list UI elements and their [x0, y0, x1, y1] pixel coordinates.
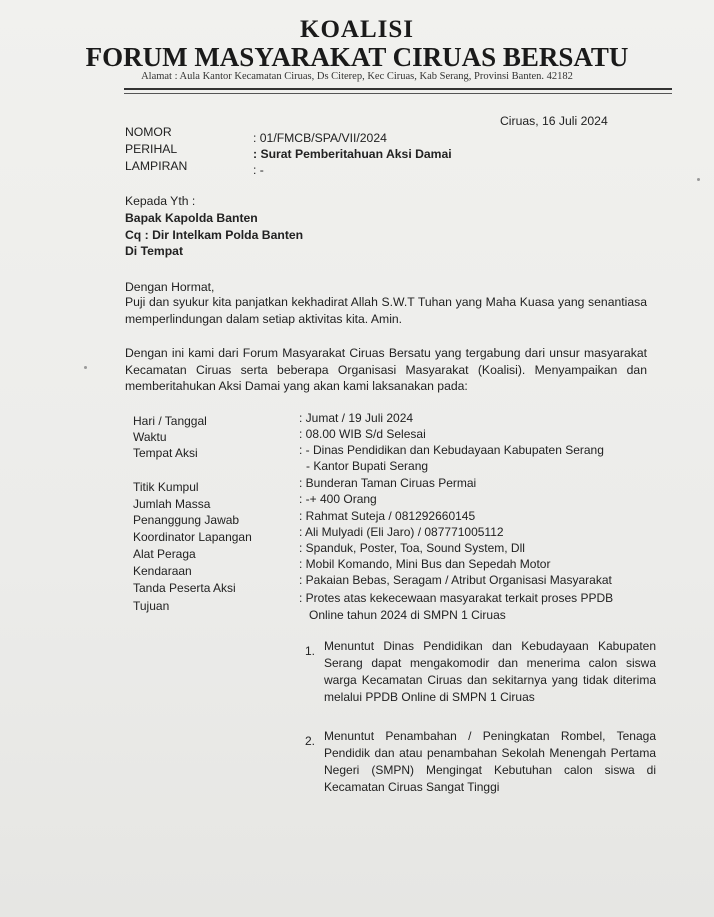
detail-label-hari: Hari / Tanggal [133, 414, 207, 428]
detail-value-alat: : Spanduk, Poster, Toa, Sound System, Dll [299, 541, 525, 555]
detail-label-tanda: Tanda Peserta Aksi [133, 581, 236, 595]
detail-label-alat: Alat Peraga [133, 547, 196, 561]
detail-value-tujuan-1: : Protes atas kekecewaan masyarakat terkait proses PPDB [299, 591, 614, 605]
detail-value-tanda: : Pakaian Bebas, Seragam / Atribut Organisasi Masyarakat [299, 573, 612, 587]
recipient-line-1: Bapak Kapolda Banten [125, 211, 258, 225]
detail-value-jumlah: : -+ 400 Orang [299, 492, 377, 506]
paper-speck [84, 366, 87, 369]
detail-value-pj: : Rahmat Suteja / 081292660145 [299, 509, 476, 523]
paper-speck [697, 178, 700, 181]
detail-label-tempat: Tempat Aksi [133, 446, 198, 460]
org-title-name: FORUM MASYARAKAT CIRUAS BERSATU [85, 42, 629, 72]
detail-value-tempat-1: : - Dinas Pendidikan dan Kebudayaan Kabupaten Serang [299, 443, 604, 457]
greeting: Dengan Hormat, [125, 280, 215, 294]
detail-value-hari: : Jumat / 19 Juli 2024 [299, 411, 414, 425]
detail-value-waktu: : 08.00 WIB S/d Selesai [299, 427, 426, 441]
lampiran-value: : - [253, 163, 264, 177]
detail-label-kendaraan: Kendaraan [133, 564, 192, 578]
detail-label-tujuan: Tujuan [133, 599, 170, 613]
demand-text-1: Menuntut Dinas Pendidikan dan Kebudayaan Kabupaten Serang dapat mengakomodir dan menerima calon siswa warga Kecamatan Ciruas dan sekitarnya yang tidak diterima melalui PPDB Online di SMPN 1 Ciruas [324, 639, 656, 704]
kepada-label: Kepada Yth : [125, 194, 196, 208]
perihal-label: PERIHAL [125, 142, 178, 156]
lampiran-label: LAMPIRAN [125, 159, 188, 173]
detail-label-pj: Penanggung Jawab [133, 513, 240, 527]
paragraph-announcement: Dengan ini kami dari Forum Masyarakat Ciruas Bersatu yang tergabung dari unsur masyarakat Kecamatan Ciruas serta beberapa Organisasi Masyarakat (Koalisi). Menyampaikan dan memberitahukan Aksi Damai yang akan kami laksanakan pada: [125, 346, 647, 393]
nomor-label: NOMOR [125, 125, 172, 139]
recipient-line-3: Di Tempat [125, 244, 184, 258]
org-address: Alamat : Aula Kantor Kecamatan Ciruas, Ds Citerep, Kec Ciruas, Kab Serang, Provinsi Banten. 42182 [141, 71, 573, 82]
demand-number-2: 2. [305, 734, 316, 748]
paragraph-opening: Puji dan syukur kita panjatkan kekhadirat Allah S.W.T Tuhan yang Maha Kuasa yang senantiasa memperlindungan dalam setiap aktivitas kita. Amin. [125, 295, 647, 326]
date-place: Ciruas, 16 Juli 2024 [500, 114, 608, 128]
detail-label-waktu: Waktu [133, 430, 167, 444]
detail-value-tempat-2: - Kantor Bupati Serang [306, 459, 429, 473]
org-title-koalisi: KOALISI [300, 16, 414, 43]
perihal-value: : Surat Pemberitahuan Aksi Damai [253, 147, 452, 161]
recipient-line-2: Cq : Dir Intelkam Polda Banten [125, 228, 304, 242]
detail-value-tujuan-2: Online tahun 2024 di SMPN 1 Ciruas [309, 608, 506, 622]
detail-value-kendaraan: : Mobil Komando, Mini Bus dan Sepedah Motor [299, 557, 551, 571]
detail-value-titik: : Bunderan Taman Ciruas Permai [299, 476, 477, 490]
demand-text-2: Menuntut Penambahan / Peningkatan Rombel, Tenaga Pendidik dan atau penambahan Sekolah Menengah Pertama Negeri (SMPN) Mengingat Kebutuhan calon siswa di Kecamatan Ciruas Sangat Tinggi [324, 729, 656, 794]
letterhead-rule-thick [124, 88, 672, 90]
detail-value-korlap: : Ali Mulyadi (Eli Jaro) / 087771005112 [299, 525, 504, 539]
letterhead-rule-thin [124, 93, 672, 94]
detail-label-jumlah: Jumlah Massa [133, 497, 211, 511]
nomor-value: : 01/FMCB/SPA/VII/2024 [253, 131, 387, 145]
demand-number-1: 1. [305, 644, 316, 658]
detail-label-titik: Titik Kumpul [133, 480, 199, 494]
detail-label-korlap: Koordinator Lapangan [133, 530, 252, 544]
